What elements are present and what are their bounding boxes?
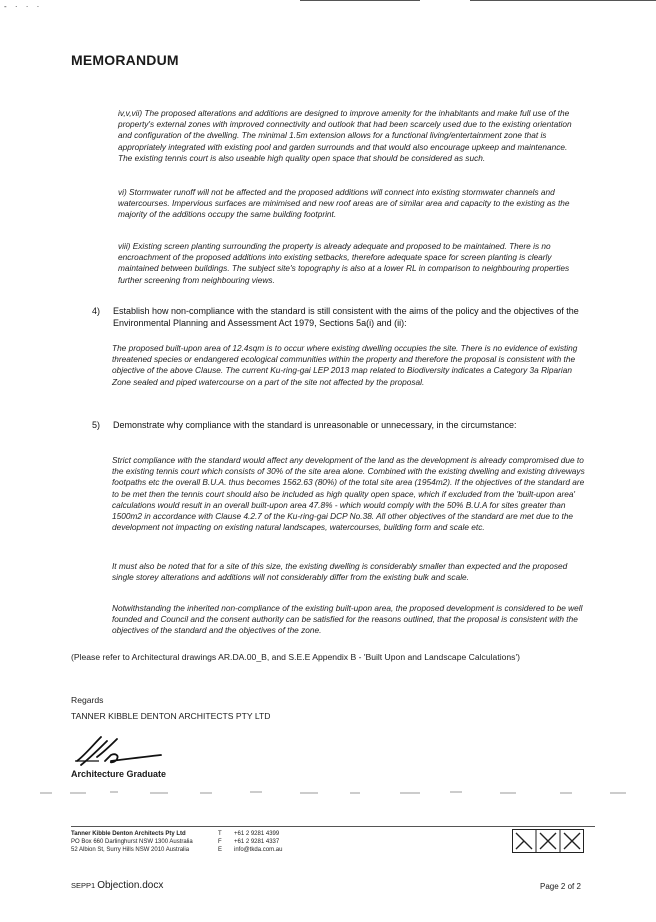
scan-marks: - · · · xyxy=(4,2,43,11)
email-label: E xyxy=(218,847,223,853)
footer-po-box: PO Box 660 Darlinghurst NSW 1300 Australia xyxy=(71,839,193,845)
fax-value: +61 2 9281 4337 xyxy=(234,839,280,845)
top-edge-line xyxy=(300,0,420,1)
footer-contact-values xyxy=(234,830,334,854)
signatory-role: Architecture Graduate xyxy=(71,769,167,779)
document-name xyxy=(71,880,163,891)
para-viii: viii) Existing screen planting surrounding the property is already adequate and proposed to be maintained. There is no encroachment of the proposed additions into existing setbacks, therefore adequate space for screen planting is clearly maintained between buildings. The subject site's topography is also at a lower RL in comparison to neighbouring properties further screening from neighbouring views. xyxy=(118,241,570,285)
refer-note: (Please refer to Architectural drawings AR.DA.00_B, and S.E.E Appendix B - 'Built Upon and Landscape Calculations') xyxy=(71,652,520,662)
para-vi: vi) Stormwater runoff will not be affected and the proposed additions will connect into existing stormwater channels and watercourses. Impervious surfaces are minimised and new roof areas are of similar area and capacity to the existing as the majority of the additions occupy the same building footprint. xyxy=(118,187,570,220)
signature xyxy=(71,731,163,769)
footer-street: 52 Albion St, Surry Hills NSW 2010 Australia xyxy=(71,847,190,853)
fax-label: F xyxy=(218,839,222,845)
item-number: 5) xyxy=(92,420,101,430)
footer-contact-labels xyxy=(218,830,228,854)
document-prefix: SEPP1 xyxy=(71,881,96,890)
para-iv-v-vii: iv,v,vii) The proposed alterations and additions are designed to improve amenity for the inhabitants and make full use of the property's external zones with improved connectivity and outlook that had been scarcely used due to the existing orientation and configuration of the dwelling. The minimal 1.5m extension allows for a functional living/entertainment zone that is appropriately integrated with existing pool and garden surrounds and that would also encourage upkeep and maintenance. The existing tennis court is also useable high quality open space that should be considered as such. xyxy=(118,108,572,163)
phone-value: +61 2 9281 4399 xyxy=(234,831,280,837)
company-name: TANNER KIBBLE DENTON ARCHITECTS PTY LTD xyxy=(71,711,271,721)
item-heading: Demonstrate why compliance with the standard is unreasonable or unnecessary, in the circumstance: xyxy=(113,420,517,430)
document-filename: Objection.docx xyxy=(97,880,164,891)
phone-label: T xyxy=(218,831,222,837)
item-4-body: The proposed built-upon area of 12.4sqm is to occur where existing dwelling occupies the site. There is no evidence of existing threatened species or endangered ecological communities within the property and therefore the proposal is consistent with the objective of the above Clause. The current Ku-ring-gai LEP 2013 map related to Biodiversity indicates a Category 3a Riparian Zone sealed and piped watercourse on a part of the site not affected by the proposal. xyxy=(112,343,578,387)
regards: Regards xyxy=(71,695,104,705)
tkd-logo-icon xyxy=(512,829,584,853)
footer-company: Tanner Kibble Denton Architects Pty Ltd xyxy=(71,831,186,837)
item-4-heading xyxy=(92,306,592,330)
item-5-body-3: Notwithstanding the inherited non-compliance of the existing built-upon area, the proposed development is considered to be well founded and Council and the consent authority can be satisfied for the reasons outlined, that the proposal is consistent with the objectives of the standard and the objectives of the zone. xyxy=(112,603,583,636)
item-number: 4) xyxy=(92,306,101,316)
page-number: Page 2 of 2 xyxy=(540,882,581,891)
item-5-body-2: It must also be noted that for a site of this size, the existing dwelling is considerably smaller than expected and the proposed single storey alterations and additions will not considerably differ from the existing bulk and scale. xyxy=(112,561,568,583)
item-heading: Establish how non-compliance with the standard is still consistent with the aims of the policy and the objectives of the Environmental Planning and Assessment Act 1979, Sections 5a(i) and (ii): xyxy=(113,306,579,328)
item-5-body-1: Strict compliance with the standard would affect any development of the land as the development is already compromised due to the existing tennis court which consists of 30% of the site area alone. Combined with the existing dwelling and existing driveways footpaths etc the overall B.U.A. thus becomes 1562.63 (80%) of the total site area (1954m2). If the objectives of the standard are to be met then the tennis court should also be included as high quality open space, which if excluded from the 'built-upon area' calculations would result in an overall built-upon area 47.8% - which would comply with the 50% B.U.A for sites greater than 1500m2 in accordance with Clause 4.2.7 of the Ku-ring-gai DCP No.38. All other objectives of the standard are met due to the development not impacting on existing natural landscapes, watercourses, building form and scale etc. xyxy=(112,455,585,533)
email-value: info@tkda.com.au xyxy=(234,847,283,853)
scan-dash-line xyxy=(0,790,656,796)
footer-rule xyxy=(71,826,595,827)
top-edge-line-right xyxy=(470,0,656,1)
memo-title: MEMORANDUM xyxy=(71,52,179,68)
item-5-heading xyxy=(92,420,592,432)
footer-address xyxy=(71,830,221,854)
